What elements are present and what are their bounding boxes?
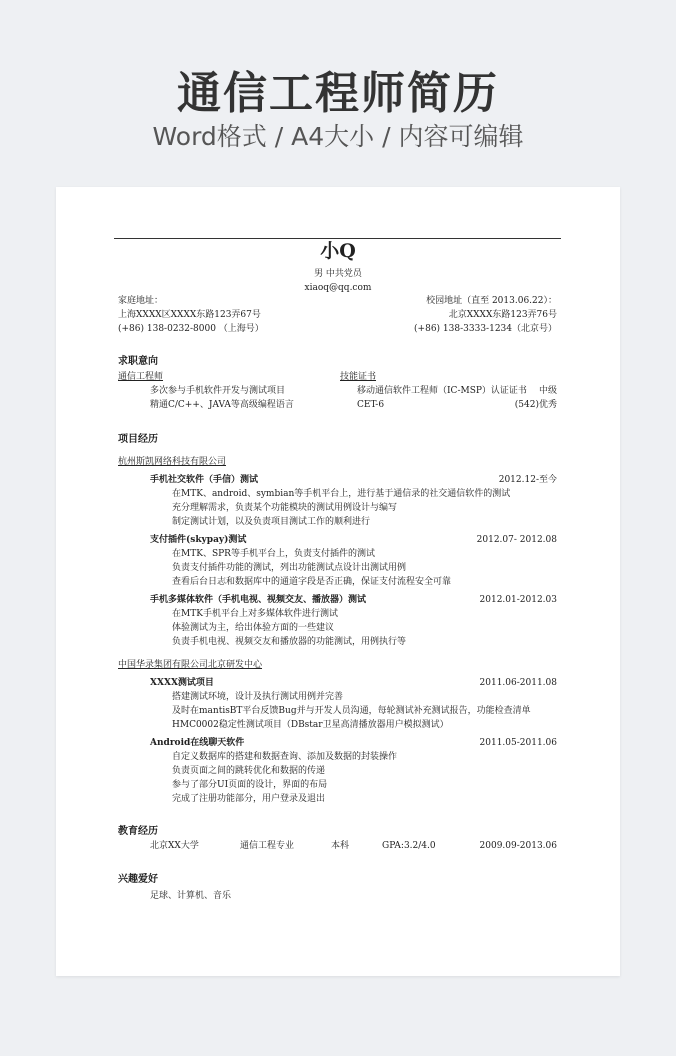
project-line: 在MTK、SPR等手机平台上，负责支付插件的测试 [172, 549, 375, 559]
email: xiaoq@qq.com [304, 283, 372, 293]
section-title-projects: 项目经历 [118, 434, 158, 445]
section-title-hobbies: 兴趣爱好 [118, 874, 158, 885]
project-title: Android在线聊天软件 [150, 738, 245, 748]
project-title: 支付插件(skypay)测试 [150, 535, 247, 545]
banner-title: 通信工程师简历 [177, 68, 499, 119]
project-line: 查看后台日志和数据库中的通道字段是否正确，保证支付流程安全可靠 [172, 577, 452, 587]
resume-page [56, 187, 620, 976]
hobbies-text: 足球、计算机、音乐 [150, 891, 232, 901]
project-date: 2012.07- 2012.08 [476, 535, 557, 545]
cert-label: 技能证书 [340, 372, 377, 382]
position-label: 通信工程师 [118, 372, 164, 382]
edu-degree: 本科 [331, 841, 350, 851]
position-line: 精通C/C++、JAVA等高级编程语言 [150, 400, 294, 410]
project-line: 体验测试为主，给出体验方面的一些建议 [172, 623, 335, 633]
project-date: 2011.05-2011.06 [479, 738, 557, 748]
project-date: 2012.12-至今 [498, 475, 557, 485]
school-address: 北京XXXX东路123弄76号 [448, 310, 557, 320]
banner-subtitle: Word格式 / A4大小 / 内容可编辑 [152, 122, 524, 151]
home-address: 上海XXXX区XXXX东路123弄67号 [118, 310, 261, 320]
project-line: 完成了注册功能部分，用户登录及退出 [172, 794, 326, 804]
edu-major: 通信工程专业 [240, 841, 295, 851]
school-address-label: 校园地址（直至 2013.06.22）： [426, 296, 557, 306]
project-line: 搭建测试环境，设计及执行测试用例并完善 [172, 692, 344, 702]
project-line: 及时在mantisBT平台反馈Bug并与开发人员沟通，每轮测试补充测试报告，功能检查清单 [172, 706, 531, 716]
cert-grade: 中级 [538, 386, 557, 396]
project-line: 在MTK手机平台上对多媒体软件进行测试 [172, 609, 338, 619]
home-address-label: 家庭地址： [118, 296, 164, 306]
project-line: HMC0002稳定性测试项目（DBstar卫星高清播放器用户模拟测试） [172, 720, 449, 730]
personal-info: 男 中共党员 [314, 269, 362, 279]
edu-gpa: GPA:3.2/4.0 [382, 841, 436, 851]
project-line: 参与了部分UI页面的设计，界面的布局 [172, 780, 328, 790]
project-title: XXXX测试项目 [150, 678, 214, 688]
project-line: 充分理解需求，负责某个功能模块的测试用例设计与编写 [172, 503, 398, 513]
company-name: 中国华录集团有限公司北京研发中心 [118, 660, 263, 670]
project-line: 制定测试计划，以及负责项目测试工作的顺利进行 [172, 517, 371, 527]
project-line: 负责页面之间的跳转优化和数据的传递 [172, 766, 326, 776]
project-title: 手机社交软件（手信）测试 [150, 475, 259, 485]
school-phone: (+86) 138-3333-1234（北京号） [414, 324, 557, 334]
edu-school: 北京XX大学 [150, 841, 199, 851]
section-title-education: 教育经历 [118, 826, 158, 837]
project-line: 在MTK、android、symbian等手机平台上，进行基于通信录的社交通信软件的测试 [172, 489, 511, 499]
project-date: 2011.06-2011.08 [479, 678, 557, 688]
project-line: 自定义数据库的搭建和数据查询、添加及数据的封装操作 [172, 752, 398, 762]
position-line: 多次参与手机软件开发与测试项目 [150, 386, 286, 396]
project-line: 负责手机电视、视频交友和播放器的功能测试，用例执行等 [172, 637, 407, 647]
cert-grade: (542)优秀 [514, 400, 557, 410]
section-title-objective: 求职意向 [118, 356, 158, 367]
resume-name: 小Q [320, 240, 356, 262]
company-name: 杭州斯凯网络科技有限公司 [118, 457, 227, 467]
project-date: 2012.01-2012.03 [479, 595, 557, 605]
edu-date: 2009.09-2013.06 [479, 841, 557, 851]
project-line: 负责支付插件功能的测试，列出功能测试点设计出测试用例 [172, 563, 407, 573]
project-title: 手机多媒体软件（手机电视、视频交友、播放器）测试 [150, 595, 367, 605]
cert-name: 移动通信软件工程师（IC-MSP）认证证书 [357, 386, 527, 396]
cert-name: CET-6 [357, 400, 385, 410]
home-phone: (+86) 138-0232-8000 （上海号） [118, 324, 264, 334]
